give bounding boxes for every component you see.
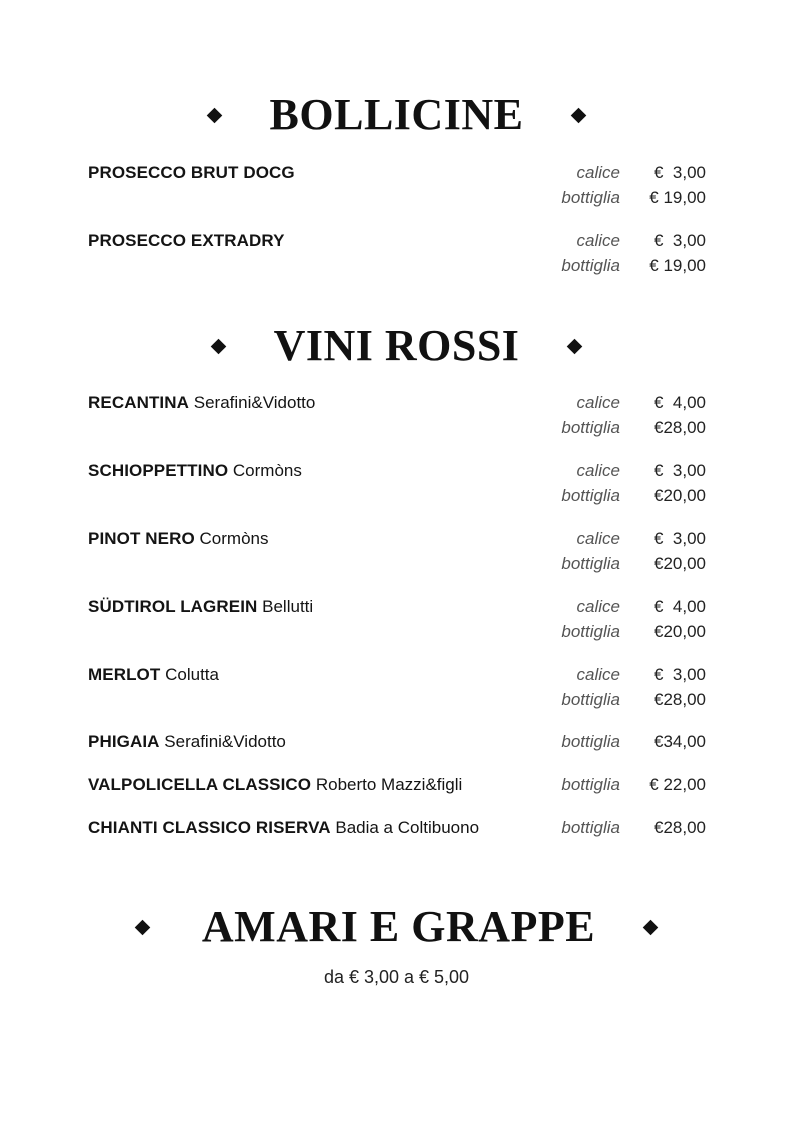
wine-entry-prosecco-brut-docg — [88, 160, 706, 210]
wine-entry-valpolicella-classico — [88, 772, 706, 797]
wine-producer: Roberto Mazzi&figli — [315, 775, 463, 794]
wine-producer: Cormòns — [199, 529, 269, 548]
diamond-ornament-icon — [567, 338, 583, 354]
price-row — [88, 390, 706, 415]
serving-format: bottiglia — [561, 418, 620, 437]
serving-format: calice — [576, 163, 620, 182]
wine-name: PROSECCO EXTRADRY — [88, 231, 285, 250]
wine-entry-schioppettino — [88, 458, 706, 508]
price-row — [88, 815, 706, 840]
serving-format: bottiglia — [561, 775, 620, 794]
wine-entry-prosecco-extradry — [88, 228, 706, 278]
wine-entry-recantina — [88, 390, 706, 440]
price-value: € 3,00 — [654, 461, 706, 480]
serving-format: bottiglia — [561, 188, 620, 207]
price-row — [88, 253, 706, 278]
serving-format: bottiglia — [561, 690, 620, 709]
price-row — [88, 551, 706, 576]
diamond-ornament-icon — [135, 919, 151, 935]
price-row — [88, 662, 706, 687]
wine-producer: Bellutti — [262, 597, 314, 616]
serving-format: calice — [576, 231, 620, 250]
diamond-ornament-icon — [210, 338, 226, 354]
serving-format: bottiglia — [561, 256, 620, 275]
price-row — [88, 160, 706, 185]
price-value: € 3,00 — [654, 231, 706, 250]
section-title: BOLLICINE — [269, 90, 524, 139]
price-value: €34,00 — [654, 732, 706, 751]
price-row — [88, 415, 706, 440]
diamond-ornament-icon — [206, 107, 222, 123]
price-value: €20,00 — [654, 622, 706, 641]
price-row — [88, 594, 706, 619]
price-value: €20,00 — [654, 554, 706, 573]
wine-name: SCHIOPPETTINO Cormòns — [88, 461, 302, 480]
wine-entry-sudtirol-lagrein — [88, 594, 706, 644]
wine-producer: Serafini&Vidotto — [193, 393, 316, 412]
serving-format: calice — [576, 665, 620, 684]
wine-name: PINOT NERO Cormòns — [88, 529, 269, 548]
section-header-bollicine — [0, 90, 793, 139]
serving-format: bottiglia — [561, 732, 620, 751]
wine-producer: Cormòns — [232, 461, 302, 480]
wine-name: PHIGAIA Serafini&Vidotto — [88, 732, 286, 751]
serving-format: bottiglia — [561, 486, 620, 505]
serving-format: bottiglia — [561, 622, 620, 641]
price-row — [88, 619, 706, 644]
serving-format: calice — [576, 393, 620, 412]
serving-format: bottiglia — [561, 818, 620, 837]
serving-format: calice — [576, 529, 620, 548]
price-row — [88, 772, 706, 797]
wine-name: VALPOLICELLA CLASSICO Roberto Mazzi&figli — [88, 775, 463, 794]
price-value: € 19,00 — [649, 256, 706, 275]
price-value: €28,00 — [654, 418, 706, 437]
wine-name: MERLOT Colutta — [88, 665, 219, 684]
price-row — [88, 185, 706, 210]
diamond-ornament-icon — [643, 919, 659, 935]
price-row — [88, 458, 706, 483]
price-value: € 3,00 — [654, 163, 706, 182]
wine-entry-chianti-classico-riserva — [88, 815, 706, 840]
price-value: € 3,00 — [654, 665, 706, 684]
price-row — [88, 729, 706, 754]
section-header-vini-rossi — [0, 321, 793, 370]
price-value: €28,00 — [654, 690, 706, 709]
wine-name: RECANTINA Serafini&Vidotto — [88, 393, 316, 412]
amari-price-range: da € 3,00 a € 5,00 — [323, 967, 470, 987]
price-value: € 22,00 — [649, 775, 706, 794]
price-row — [88, 687, 706, 712]
wine-entry-merlot — [88, 662, 706, 712]
price-row — [88, 228, 706, 253]
diamond-ornament-icon — [571, 107, 587, 123]
serving-format: calice — [576, 597, 620, 616]
serving-format: calice — [576, 461, 620, 480]
price-row — [88, 483, 706, 508]
price-value: €28,00 — [654, 818, 706, 837]
price-value: € 4,00 — [654, 597, 706, 616]
serving-format: bottiglia — [561, 554, 620, 573]
wine-producer: Badia a Coltibuono — [335, 818, 480, 837]
price-row — [88, 526, 706, 551]
price-value: € 19,00 — [649, 188, 706, 207]
wine-entry-phigaia — [88, 729, 706, 754]
price-value: € 4,00 — [654, 393, 706, 412]
section-header-amari-e-grappe — [0, 902, 793, 951]
wine-producer: Serafini&Vidotto — [164, 732, 286, 751]
section-title: VINI ROSSI — [273, 321, 520, 370]
wine-entry-pinot-nero — [88, 526, 706, 576]
section-title: AMARI E GRAPPE — [201, 902, 596, 951]
wine-name: SÜDTIROL LAGREIN Bellutti — [88, 597, 314, 616]
price-value: €20,00 — [654, 486, 706, 505]
wine-name: PROSECCO BRUT DOCG — [88, 163, 295, 182]
price-value: € 3,00 — [654, 529, 706, 548]
wine-producer: Colutta — [165, 665, 219, 684]
wine-name: CHIANTI CLASSICO RISERVA Badia a Coltibuono — [88, 818, 480, 837]
